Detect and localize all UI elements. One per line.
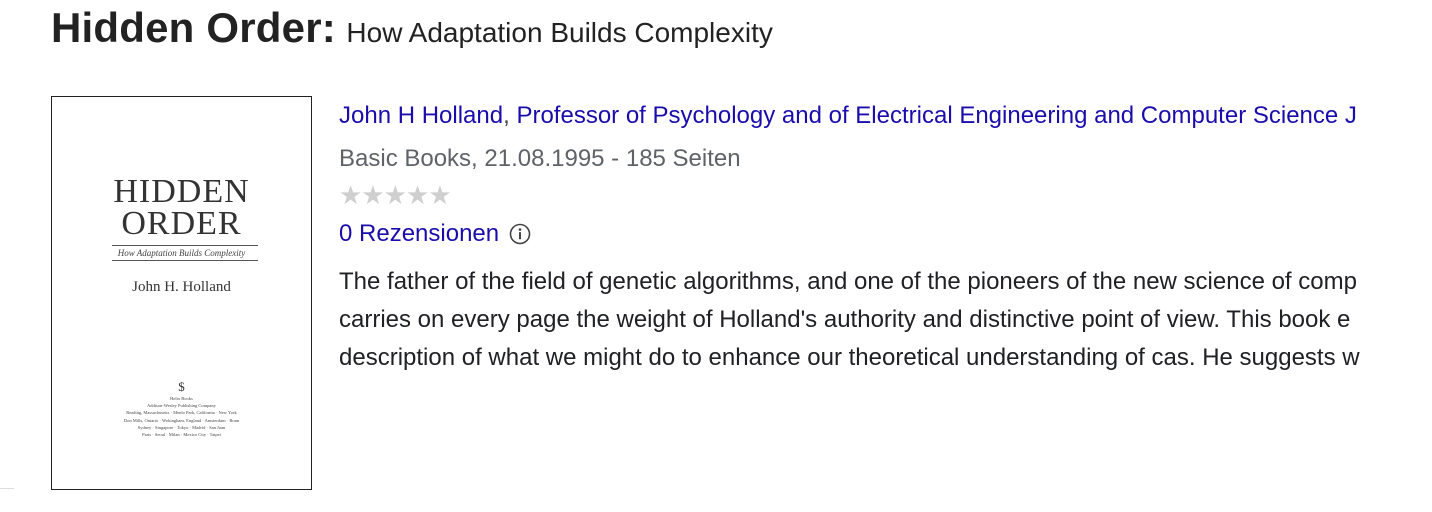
cover-publisher-line: Paris · Seoul · Milan · Mexico City · Taipei bbox=[142, 431, 221, 437]
book-description bbox=[339, 263, 1432, 377]
cover-divider-bottom bbox=[112, 260, 258, 261]
cover-subtitle: How Adaptation Builds Complexity bbox=[117, 248, 246, 258]
cover-publisher-line: Don Mills, Ontario · Wokingham, England · Amsterdam · Bonn bbox=[123, 417, 240, 423]
publisher-info: Basic Books, 21.08.1995 - 185 Seiten bbox=[339, 145, 741, 172]
publisher-logo-icon: $ bbox=[178, 379, 185, 394]
reviews-row bbox=[339, 218, 1432, 250]
cover-title-line1: HIDDEN bbox=[113, 173, 250, 210]
page-title bbox=[51, 4, 773, 52]
cover-publisher-line: Addison-Wesley Publishing Company bbox=[147, 403, 216, 409]
cover-author: John H. Holland bbox=[132, 279, 231, 295]
edge-divider bbox=[0, 488, 14, 489]
cover-publisher-line: Helix Books bbox=[170, 396, 193, 401]
cover-publisher-line: Reading, Massachusetts · Menlo Park, California · New York bbox=[126, 410, 237, 416]
cover-divider-top bbox=[112, 245, 258, 246]
cover-title-line2: ORDER bbox=[121, 205, 242, 242]
cover-publisher-block bbox=[52, 395, 311, 438]
reviews-link[interactable]: 0 Rezensionen bbox=[339, 220, 500, 247]
cover-publisher-line: Sydney · Singapore · Tokyo · Madrid · San Juan bbox=[137, 424, 226, 430]
info-icon[interactable] bbox=[509, 223, 531, 245]
author-separator: , bbox=[503, 102, 510, 129]
description-line: description of what we might do to enhance our theoretical understanding of cas. He suggests w bbox=[339, 344, 1360, 371]
star-rating: ★★★★★ bbox=[339, 180, 451, 210]
book-cover-image[interactable] bbox=[51, 96, 312, 490]
book-meta bbox=[339, 100, 1432, 377]
description-line: The father of the field of genetic algorithms, and one of the pioneers of the new science of comp bbox=[339, 268, 1357, 295]
book-title: Hidden Order: bbox=[51, 4, 336, 51]
author-role-link[interactable]: Professor of Psychology and of Electrical Engineering and Computer Science J bbox=[516, 102, 1357, 129]
authors-line bbox=[339, 100, 1432, 132]
author-link[interactable]: John H Holland bbox=[339, 102, 504, 129]
book-subtitle: How Adaptation Builds Complexity bbox=[346, 17, 773, 48]
description-line: carries on every page the weight of Holland's authority and distinctive point of view. This book e bbox=[339, 306, 1351, 333]
